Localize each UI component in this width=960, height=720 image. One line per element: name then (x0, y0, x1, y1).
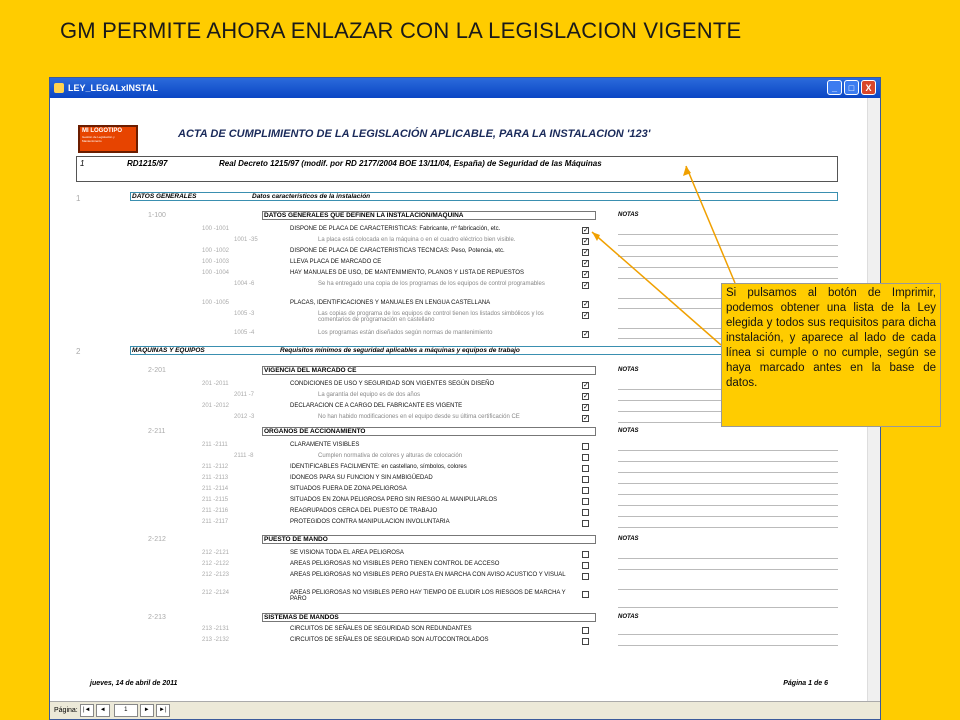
requirement-text: SE VISIONA TODA EL AREA PELIGROSA (290, 550, 404, 556)
compliance-checkbox[interactable]: ✓ (583, 249, 589, 256)
group-code: 2-213 (148, 614, 166, 621)
law-code: RD1215/97 (127, 159, 168, 168)
row-code: 201 -2012 (202, 403, 230, 409)
requirement-detail: La garantía del equipo es de dos años (318, 392, 421, 398)
row-code: 100 -1004 (202, 270, 230, 276)
requirement-text: PROTEGIDOS CONTRA MANIPULACION INVOLUNTARIA (290, 519, 450, 525)
first-page-button[interactable]: |◄ (80, 704, 94, 717)
requirement-text: REAGRUPADOS CERCA DEL PUESTO DE TRABAJO (290, 508, 438, 514)
compliance-checkbox[interactable]: ✓ (583, 301, 589, 308)
requirement-text: CIRCUITOS DE SEÑALES DE SEGURIDAD SON AUTOCONTROLADOS (290, 637, 489, 643)
requirement-text: DECLARACION CE A CARGO DEL FABRICANTE ES VIGENTE (290, 403, 463, 409)
row-code: 2012 -3 (234, 414, 255, 420)
next-page-button[interactable]: ► (140, 704, 154, 717)
row-code: 1004 -6 (234, 281, 255, 287)
page-indicator: Página 1 de 6 (783, 680, 828, 687)
requirement-text: DISPONE DE PLACA DE CARACTERISTICAS: Fabricante, nº fabricación, etc. (290, 226, 501, 232)
group-code: 2-212 (148, 536, 166, 543)
requirement-detail: Se ha entregado una copia de los programas de los equipos de control programables (318, 281, 545, 287)
section-description: Requisitos mínimos de seguridad aplicables a máquinas y equipos de trabajo (280, 347, 520, 354)
row-code: 211 -2114 (202, 486, 229, 492)
notas-label: NOTAS (618, 367, 639, 373)
requirement-detail: Los programas están diseñados según normas de mantenimiento (318, 330, 493, 336)
row-code: 201 -2011 (202, 381, 229, 387)
requirement-text: LLEVA PLACA DE MARCADO CE (290, 259, 382, 265)
section-number: 2 (76, 347, 81, 356)
row-code: 213 -2132 (202, 637, 230, 643)
maximize-button[interactable]: □ (844, 80, 859, 95)
compliance-checkbox[interactable]: ✓ (583, 312, 589, 319)
requirement-text: IDENTIFICABLES FACILMENTE: en castellano, símbolos, colores (290, 464, 467, 470)
notas-label: NOTAS (618, 428, 639, 434)
requirement-detail: La placa está colocada en la máquina o en el cuadro eléctrico bien visible. (318, 237, 516, 243)
section-description: Datos característicos de la instalación (252, 193, 371, 200)
compliance-checkbox[interactable]: ✓ (583, 404, 589, 411)
group-code: 2-211 (148, 428, 166, 435)
requirement-text: DISPONE DE PLACA DE CARACTERISTICAS TECNICAS: Peso, Potencia, etc. (290, 248, 505, 254)
slide-title: GM PERMITE AHORA ENLAZAR CON LA LEGISLACION VIGENTE (60, 18, 742, 43)
row-code: 212 -2122 (202, 561, 230, 567)
arrow-head-icon (592, 232, 600, 241)
section-number: 1 (76, 194, 81, 203)
row-code: 1005 -3 (234, 311, 255, 317)
requirement-text: HAY MANUALES DE USO, DE MANTENIMIENTO, PLANOS Y LISTA DE REPUESTOS (290, 270, 524, 276)
row-code: 2011 -7 (234, 392, 254, 398)
minimize-button[interactable]: _ (827, 80, 842, 95)
row-code: 100 -1001 (202, 226, 230, 232)
row-code: 212 -2123 (202, 572, 230, 578)
prev-page-button[interactable]: ◄ (96, 704, 110, 717)
row-code: 212 -2121 (202, 550, 230, 556)
compliance-checkbox[interactable]: ✓ (583, 331, 589, 338)
law-number: 1 (80, 159, 85, 168)
section-label: DATOS GENERALES (132, 193, 197, 200)
group-title: PUESTO DE MANDO (264, 536, 328, 543)
requirement-text: IDONEOS PARA SU FUNCION Y SIN AMBIGÜEDAD (290, 475, 433, 481)
row-code: 212 -2124 (202, 590, 230, 596)
arrow-to-checkbox (592, 232, 721, 345)
requirement-text: AREAS PELIGROSAS NO VISIBLES PERO PUESTA EN MARCHA CON AVISO ACUSTICO Y VISUAL (290, 572, 566, 578)
logo-title: MI LOGOTIPO (82, 128, 122, 134)
group-title: SISTEMAS DE MANDOS (264, 614, 339, 621)
row-code: 100 -1002 (202, 248, 230, 254)
compliance-checkbox[interactable]: ✓ (583, 271, 589, 278)
requirement-text: CLARAMENTE VISIBLES (290, 442, 360, 448)
compliance-checkbox[interactable]: ✓ (583, 282, 589, 289)
requirement-text: SITUADOS EN ZONA PELIGROSA PERO SIN RIESGO AL MANIPULARLOS (290, 497, 498, 503)
compliance-checkbox[interactable]: ✓ (583, 260, 589, 267)
requirement-text: SITUADOS FUERA DE ZONA PELIGROSA (290, 486, 407, 492)
row-code: 211 -2117 (202, 519, 229, 525)
explanation-callout: Si pulsamos al botón de Imprimir, podemos obtener una lista de la Ley elegida y todos sus requisitos para dicha instalación, y aparece al lado de cada línea si cumple o no cumple, según se haya marcado antes en la base de datos. (721, 283, 941, 427)
page-label: Página: (54, 707, 78, 714)
requirement-text: CONDICIONES DE USO Y SEGURIDAD SON VIGENTES SEGÚN DISEÑO (290, 381, 495, 387)
compliance-checkbox[interactable]: ✓ (583, 238, 589, 245)
logo-subtitle: Gestión de Legislación y Mantenimiento (82, 135, 115, 143)
close-button[interactable]: X (861, 80, 876, 95)
group-title: ORGANOS DE ACCIONAMIENTO (264, 428, 366, 435)
requirement-text: PLACAS, IDENTIFICACIONES Y MANUALES EN LENGUA CASTELLANA (290, 300, 491, 306)
window-title: LEY_LEGALxINSTAL (68, 83, 158, 93)
row-code: 211 -2111 (202, 442, 228, 448)
row-code: 2111 -8 (234, 453, 254, 459)
last-page-button[interactable]: ►| (156, 704, 170, 717)
notas-label: NOTAS (618, 614, 639, 620)
requirement-detail: Las copias de programa de los equipos de control tienen los listados simbólicos y los comentarios de programación en castellano (318, 311, 544, 323)
row-code: 211 -2116 (202, 508, 229, 514)
compliance-checkbox[interactable]: ✓ (583, 227, 589, 234)
arrow-to-title (686, 166, 735, 283)
row-code: 211 -2115 (202, 497, 229, 503)
notas-label: NOTAS (618, 536, 639, 542)
requirement-detail: Cumplen normativa de colores y alturas de colocación (318, 453, 463, 459)
row-code: 211 -2113 (202, 475, 229, 481)
requirement-detail: No han habido modificaciones en el equipo desde su última certificación CE (318, 414, 520, 420)
row-code: 213 -2131 (202, 626, 230, 632)
law-description: Real Decreto 1215/97 (modif. por RD 2177/2004 BOE 13/11/04, España) de Seguridad de las Máquinas (219, 159, 602, 168)
row-code: 211 -2112 (202, 464, 229, 470)
group-code: 2-201 (148, 367, 166, 374)
requirement-text: AREAS PELIGROSAS NO VISIBLES PERO HAY TIEMPO DE ELUDIR LOS RIESGOS DE MARCHA Y PARO (290, 590, 566, 602)
group-title: VIGENCIA DEL MARCADO CE (264, 367, 357, 374)
page-number-input[interactable]: 1 (114, 704, 138, 717)
row-code: 1005 -4 (234, 330, 255, 336)
group-title: DATOS GENERALES QUE DEFINEN LA INSTALACION/MAQUINA (264, 212, 464, 219)
compliance-checkbox[interactable]: ✓ (583, 393, 589, 400)
report-date: jueves, 14 de abril de 2011 (90, 680, 178, 687)
report-title: ACTA DE CUMPLIMIENTO DE LA LEGISLACIÓN APLICABLE, PARA LA INSTALACION '123' (178, 128, 651, 140)
notas-label: NOTAS (618, 212, 639, 218)
requirement-text: CIRCUITOS DE SEÑALES DE SEGURIDAD SON REDUNDANTES (290, 626, 472, 632)
row-code: 100 -1003 (202, 259, 230, 265)
row-code: 100 -1005 (202, 300, 230, 306)
section-label: MAQUINAS Y EQUIPOS (132, 347, 205, 354)
group-code: 1-100 (148, 212, 166, 219)
compliance-checkbox[interactable]: ✓ (583, 382, 589, 389)
requirement-text: AREAS PELIGROSAS NO VISIBLES PERO TIENEN CONTROL DE ACCESO (290, 561, 500, 567)
compliance-checkbox[interactable]: ✓ (583, 415, 589, 422)
row-code: 1001 -35 (234, 237, 258, 243)
